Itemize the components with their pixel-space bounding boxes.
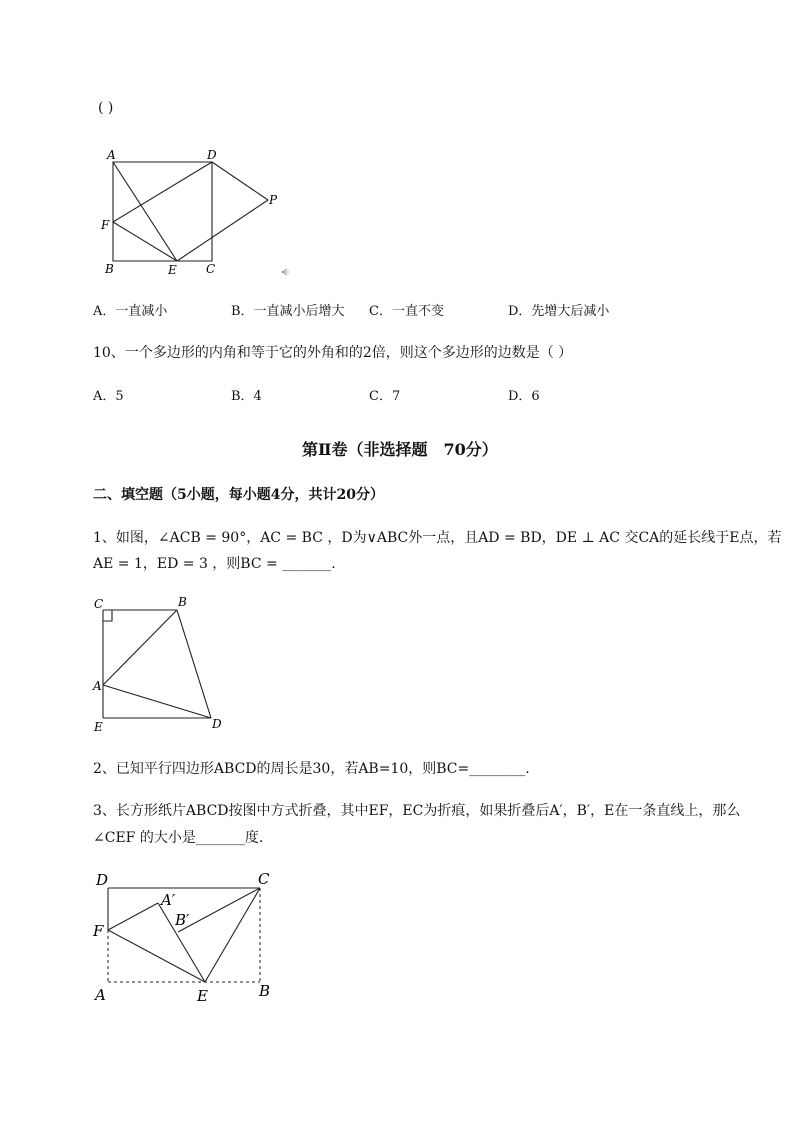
fill3-stem-line1: 3、长方形纸片ABCD按图中方式折叠，其中EF，EC为折痕，如果折叠后A′，B′，E在一条直线上，那么 xyxy=(93,803,741,819)
part-two-title: 第Ⅱ卷（非选择题 70分） xyxy=(302,440,498,459)
crease-ec xyxy=(205,888,260,982)
q9-option-c: C．一直不变 xyxy=(369,304,444,319)
label-f: F xyxy=(101,218,110,232)
label-e: E xyxy=(168,263,177,277)
fill1-stem-line1: 1、如图，∠ACB = 90°，AC = BC ，D为∨ABC外一点，且AD = BD，DE ⊥ AC 交CA的延长线于E点，若 xyxy=(93,530,782,546)
label-a: A xyxy=(95,986,106,1004)
q9-option-b: B．一直减小后增大 xyxy=(231,304,345,319)
fill3-stem-line2: ∠CEF 的大小是_______度. xyxy=(93,830,264,846)
section-heading: 二、填空题（5小题，每小题4分，共计20分） xyxy=(93,487,384,503)
label-e: E xyxy=(197,987,208,1005)
label-b: B xyxy=(259,982,271,1000)
label-a: A xyxy=(93,679,102,693)
label-c: C xyxy=(94,597,104,611)
label-p: P xyxy=(269,193,278,207)
q9-option-a: A．一直减小 xyxy=(93,304,168,319)
label-d: D xyxy=(212,717,222,731)
answer-parentheses: ( ) xyxy=(98,100,114,116)
fold-fa1 xyxy=(108,903,158,930)
label-c: C xyxy=(258,870,270,888)
crease-fe xyxy=(108,930,205,982)
label-b: B xyxy=(105,262,114,276)
label-b-prime: B′ xyxy=(175,911,190,929)
q10-option-c: C．7 xyxy=(369,389,401,404)
q9-option-d: D．先增大后减小 xyxy=(508,304,610,319)
label-a-prime: A′ xyxy=(161,891,176,909)
q10-option-d: D．6 xyxy=(508,389,540,404)
label-f: F xyxy=(93,922,104,940)
label-d: D xyxy=(96,871,109,889)
label-b: B xyxy=(178,595,187,609)
label-e: E xyxy=(94,720,103,734)
label-c: C xyxy=(206,262,216,276)
fill1-stem-line2: AE = 1，ED = 3 ，则BC = _______. xyxy=(93,556,336,572)
label-d: D xyxy=(207,148,217,162)
label-a: A xyxy=(107,148,116,162)
q10-stem: 10、一个多边形的内角和等于它的外角和的2倍，则这个多边形的边数是（ ） xyxy=(93,345,573,361)
q10-option-b: B．4 xyxy=(231,389,262,404)
q10-option-a: A．5 xyxy=(93,389,124,404)
fill2-stem: 2、已知平行四边形ABCD的周长是30，若AB=10，则BC=________. xyxy=(93,761,530,777)
